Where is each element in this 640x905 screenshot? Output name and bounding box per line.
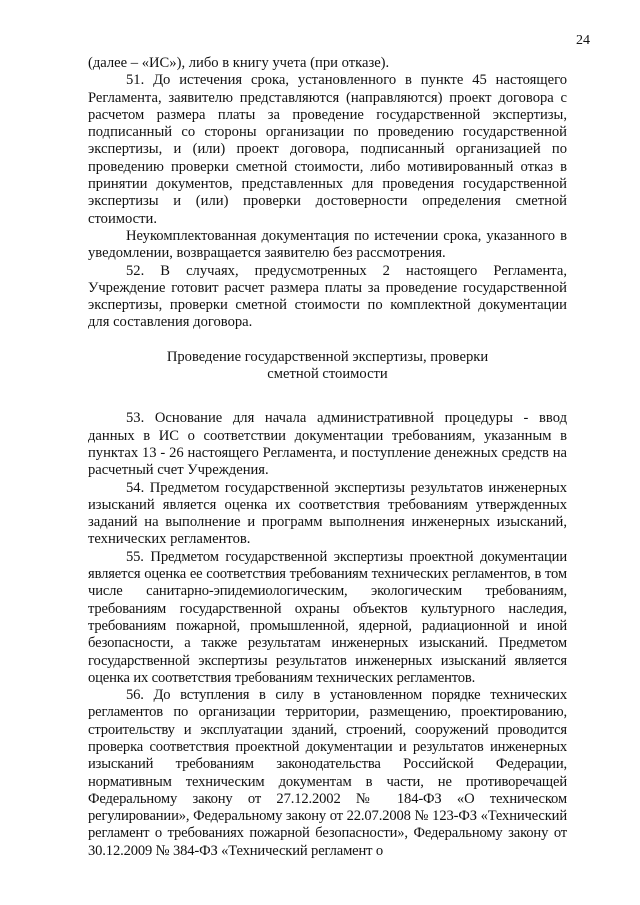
paragraph-53: 53. Основание для начала административной процедуры - ввод данных в ИС о соответствии документации требованиям, указанным в пунктах 13 - 26 настоящего Регламента, и поступление денежных средств на расчетный счет Учреждения. — [88, 410, 567, 479]
spacer — [88, 383, 567, 410]
paragraph-52: 52. В случаях, предусмотренных 2 настоящего Регламента, Учреждение готовит расчет размера платы за проведение государственной экспертизы, проверки сметной стоимости по комплектной документации для составления договора. — [88, 262, 567, 331]
page-number: 24 — [576, 33, 590, 48]
paragraph-55: 55. Предметом государственной экспертизы проектной документации является оценка ее соответствия требованиям технических регламентов, в том числе санитарно-эпидемиологическим, экологическим требованиям, требованиям государственной охраны объектов культурного наследия, требованиям пожарной, промышленной, ядерной, радиационной и иной безопасности, а также результатам инженерных изысканий. Предметом государственной экспертизы результатов инженерных изысканий является оценка их соответствия требованиям технических регламентов. — [88, 548, 567, 686]
paragraph-51-incomplete-docs: Неукомплектованная документация по истечении срока, указанного в уведомлении, возвращается заявителю без рассмотрения. — [88, 227, 567, 262]
paragraph-56: 56. До вступления в силу в установленном порядке технических регламентов по организации территории, размещению, проектированию, строительству и эксплуатации зданий, строений, сооружений проводится проверка соответствия проектной документации и результатов инженерных изысканий требованиям законодательства Российской Федерации, нормативным техническим документам в части, не противоречащей Федеральному закону от 27.12.2002 № 184-ФЗ «О техническом регулировании», Федеральному закону от 22.07.2008 № 123-ФЗ «Технический регламент о требованиях пожарной безопасности», Федеральному закону от 30.12.2009 № 384-ФЗ «Технический регламент о — [88, 687, 567, 859]
paragraph-continuation: (далее – «ИС»), либо в книгу учета (при отказе). — [88, 55, 390, 71]
spacer — [88, 332, 567, 349]
document-body — [88, 55, 567, 860]
paragraph-51: 51. До истечения срока, установленного в пункте 45 настоящего Регламента, заявителю представляются (направляются) проект договора с расчетом размера платы за проведение государственной экспертизы, подписанный со стороны организации по проведению государственной экспертизы, и (или) проект договора, подписанный организацией по проведению проверки сметной стоимости, либо мотивированный отказ в принятии документов, представленных для проведения государственной экспертизы и (или) проверки достоверности определения сметной стоимости. — [88, 72, 567, 227]
section-heading: Проведение государственной экспертизы, проверки сметной стоимости — [166, 348, 489, 383]
paragraph-54: 54. Предметом государственной экспертизы результатов инженерных изысканий является оценка их соответствия требованиям утвержденных заданий на выполнение и программ выполнения инженерных изысканий, технических регламентов. — [88, 479, 567, 548]
